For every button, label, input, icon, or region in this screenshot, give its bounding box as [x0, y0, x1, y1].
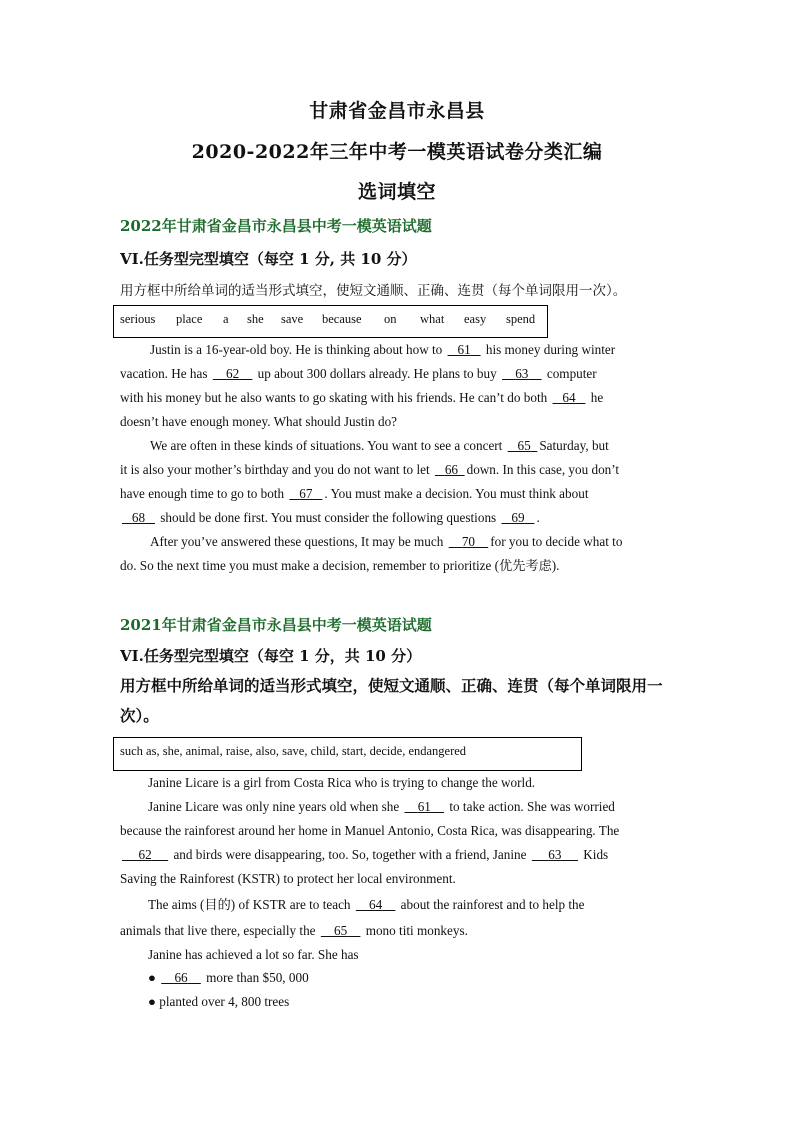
passage-2021-paragraph-2: The aims (目的) of KSTR are to teach 64 about the rainforest and to help the animals that live there, especially the 65 mono titi monkeys. [120, 897, 585, 938]
blank-61[interactable]: 61 [457, 342, 471, 357]
task-title-2021: VI.任务型完型填空（每空 1 分，共 10 分） [120, 647, 422, 665]
passage-2022-paragraph-2: We are often in these kinds of situations. You want to see a concert 65 Saturday, but it is also your mother’s birthday and you do not want to let 66 down. In this case, you don’t have enough time to go to both 67 . You must make a decision. You must think about 68 should be done first. You must consider the following questions 69 . [120, 438, 620, 525]
blank-62[interactable]: 62 [226, 366, 240, 381]
section-heading-2021: 2021年甘肃省金昌市永昌县中考一模英语试题 [120, 616, 432, 634]
word-bank-item: serious [120, 312, 156, 326]
passage-2022-paragraph-1: Justin is a 16-year-old boy. He is thinking about how to 61 his money during winter vacation. He has 62 up about 300 dollars already. He plans to buy 63 computer with his money but he also wants to go skating with his friends. He can’t do both 64 he doesn’t have enough money. What should Justin do? [120, 342, 616, 429]
blank-70[interactable]: 70 [461, 534, 476, 549]
passage-2022-paragraph-3: After you’ve answered these questions, It may be much 70 for you to decide what to do. So the next time you must make a decision, remember to prioritize (优先考虑). [120, 534, 623, 573]
blank-68[interactable]: 68 [131, 510, 146, 525]
instruction-2021: 用方框中所给单词的适当形式填空，使短文通顺、正确、连贯（每个单词限用一次）。 [120, 676, 663, 725]
word-bank-items: such as, she, animal, raise, also, save, child, start, decide, endangered [120, 744, 467, 758]
blank-63-2021[interactable]: 63 [548, 847, 562, 862]
word-bank-2022 [113, 305, 548, 338]
task-title-2022: VI.任务型完型填空（每空 1 分, 共 10 分） [120, 250, 417, 268]
bullet-icon: ● [148, 970, 156, 985]
doc-title-main: 2020-2022年三年中考一模英语试卷分类汇编 [191, 141, 603, 163]
word-bank-item: place [176, 312, 203, 326]
blank-62-2021[interactable]: 62 [138, 847, 152, 862]
blank-65[interactable]: 65 [517, 438, 531, 453]
bullet-item-1: ● 66 more than $50, 000 [148, 970, 309, 985]
word-bank-item: save [281, 312, 304, 326]
word-bank-item: she [247, 312, 264, 326]
passage-2021-intro: Janine Licare is a girl from Costa Rica who is trying to change the world. [148, 775, 536, 790]
doc-title-topic: 选词填空 [357, 181, 436, 203]
word-bank-2021 [113, 737, 582, 771]
word-bank-item: what [420, 312, 445, 326]
word-bank-item: a [223, 312, 229, 326]
blank-67[interactable]: 67 [299, 486, 313, 501]
bullet-item-2: ● planted over 4, 800 trees [148, 994, 290, 1009]
passage-2021-paragraph-1: Janine Licare was only nine years old when she 61 to take action. She was worried because the rainforest around her home in Manuel Antonio, Costa Rica, was disappearing. The 62 and birds were disappearing, too. So, together with a friend, Janine 63 Kids Saving the Rainforest (KSTR) to protect her local environment. [120, 799, 620, 886]
blank-61-2021[interactable]: 61 [417, 799, 431, 814]
doc-title-region: 甘肃省金昌市永昌县 [309, 100, 485, 122]
blank-66[interactable]: 66 [444, 462, 458, 477]
blank-66-2021[interactable]: 66 [174, 970, 188, 985]
instruction-2022: 用方框中所给单词的适当形式填空，使短文通顺、正确、连贯（每个单词限用一次）。 [120, 283, 627, 299]
bullet-icon: ● [148, 994, 156, 1009]
blank-64-2021[interactable]: 64 [369, 897, 383, 912]
blank-64[interactable]: 64 [562, 390, 576, 405]
blank-65-2021[interactable]: 65 [334, 923, 348, 938]
word-bank-item: on [384, 312, 397, 326]
passage-2021-paragraph-3: Janine has achieved a lot so far. She has [148, 947, 359, 962]
section-heading-2022: 2022年甘肃省金昌市永昌县中考一模英语试题 [120, 217, 432, 235]
blank-63[interactable]: 63 [515, 366, 529, 381]
word-bank-item: spend [506, 312, 536, 326]
word-bank-item: easy [464, 312, 487, 326]
blank-69[interactable]: 69 [511, 510, 525, 525]
word-bank-item: because [322, 312, 362, 326]
